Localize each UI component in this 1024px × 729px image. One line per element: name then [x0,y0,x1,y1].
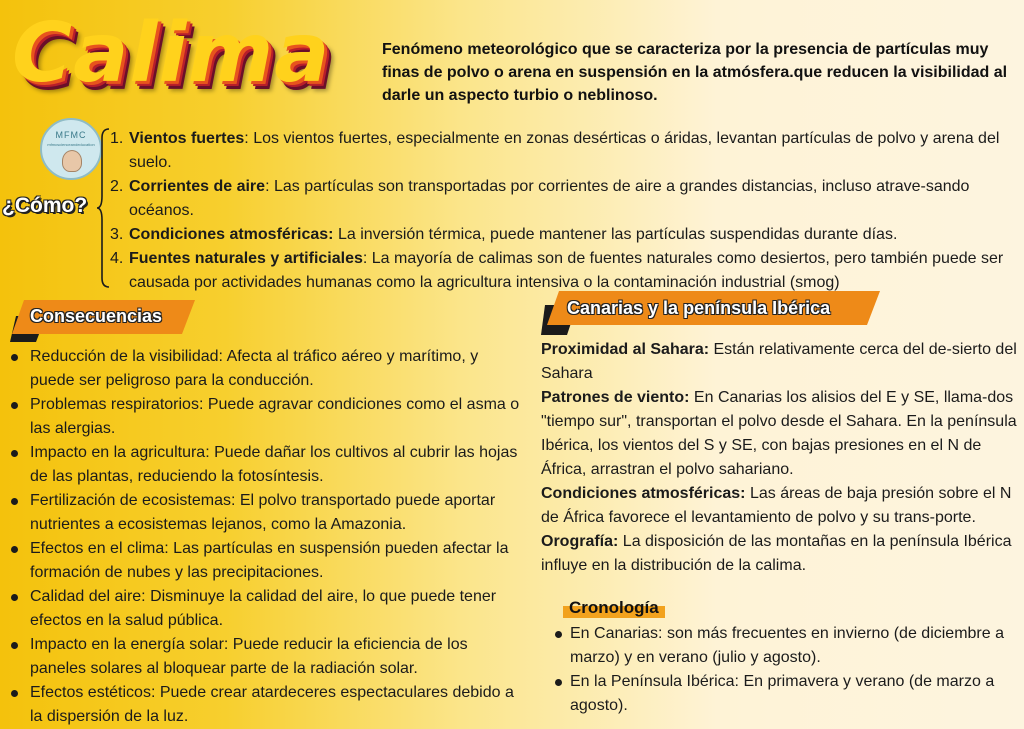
step-number: 3. [110,226,124,243]
cronologia-list [552,622,1012,718]
paragraph-title: Proximidad al Sahara: [541,341,710,358]
list-item: Efectos en el clima: Las partículas en suspensión pueden afectar la formación de nubes y las precipitaciones. [8,537,523,585]
consecuencias-title: Consecuencias [30,306,163,326]
step-title: Vientos fuertes [129,130,245,147]
step-text: : Las partículas son transportadas por corrientes de aire a grandes distancias, incluso atrave-sando océanos. [129,178,970,219]
paragraph-text: Las áreas de baja presión sobre el N de África favorece el levantamiento de polvo y su trans-porte. [541,485,1012,526]
list-item: Efectos estéticos: Puede crear atardeceres espectaculares debido a la dispersión de la luz. [8,681,523,729]
list-item: Impacto en la agricultura: Puede dañar los cultivos al cubrir las hojas de las plantas, reduciendo la fotosíntesis. [8,441,523,489]
curly-brace-icon [96,128,110,288]
list-item: En la Península Ibérica: En primavera y verano (de marzo a agosto). [552,670,1012,718]
list-item: Reducción de la visibilidad: Afecta al tráfico aéreo y marítimo, y puede ser peligroso para la conducción. [8,345,523,393]
list-item: Calidad del aire: Disminuye la calidad del aire, lo que puede tener efectos en la salud pública. [8,585,523,633]
step-text: La inversión térmica, puede mantener las partículas suspendidas durante días. [333,226,898,243]
como-label: ¿Cómo? [2,194,88,217]
canarias-title: Canarias y la península Ibérica [567,298,831,318]
canarias-section [541,338,1019,578]
author-logo [40,118,102,180]
step-number: 2. [110,178,124,195]
logo-subtitle: mfmcscienceandeducation [47,142,95,147]
step-number: 1. [110,130,124,147]
paragraph-title: Condiciones atmosféricas: [541,485,746,502]
intro-definition: Fenómeno meteorológico que se caracteriza por la presencia de partículas muy finas de polvo o arena en suspensión en la atmósfera.que reducen la visibilidad al darle un aspecto turbio o neblinoso. [382,41,1008,104]
consecuencias-list [8,345,523,729]
poster-title: Calima [12,6,331,101]
logo-text: MFMC [55,130,87,140]
list-item: En Canarias: son más frecuentes en invierno (de diciembre a marzo) y en verano (julio y agosto). [552,622,1012,670]
list-item: Impacto en la energía solar: Puede reducir la eficiencia de los paneles solares al bloquear parte de la radiación solar. [8,633,523,681]
step-number: 4. [110,250,124,267]
step-item [110,223,1018,247]
paragraph-text: Están relativamente cerca del de-sierto del Sahara [541,341,1017,382]
step-item [110,247,1018,295]
step-title: Corrientes de aire [129,178,266,195]
step-title: Condiciones atmosféricas: [129,226,334,243]
canarias-paragraph [541,482,1019,530]
step-item [110,175,1018,223]
step-title: Fuentes naturales y artificiales [129,250,363,267]
paragraph-text: En Canarias los alisios del E y SE, llama-dos "tiempo sur", transportan el polvo desde el Sahara. En la península Ibérica, los vientos del S y SE, con bajas presiones en el N de África, arrastran el polvo sahariano. [541,389,1017,478]
list-item: Fertilización de ecosistemas: El polvo transportado puede aportar nutrientes a ecosistemas lejanos, como la Amazonia. [8,489,523,537]
canarias-banner [541,291,880,335]
step-text: : La mayoría de calimas son de fuentes naturales como desiertos, pero también puede ser causada por actividades humanas como la agricultura intensiva o la contaminación industrial (smog) [129,250,1004,291]
paragraph-title: Patrones de viento: [541,389,690,406]
paragraph-text: La disposición de las montañas en la península Ibérica influye en la distribución de la calima. [541,533,1012,574]
consecuencias-banner [10,300,195,342]
como-steps-list [110,127,1018,295]
step-text: : Los vientos fuertes, especialmente en zonas desérticas o áridas, levantan partículas de polvo y arena del suelo. [129,130,1000,171]
canarias-paragraph [541,530,1019,578]
avatar-icon [62,150,82,172]
step-item [110,127,1018,175]
canarias-paragraph [541,386,1019,482]
paragraph-title: Orografía: [541,533,619,550]
list-item: Problemas respiratorios: Puede agravar condiciones como el asma o las alergias. [8,393,523,441]
cronologia-title: Cronología [563,597,665,620]
canarias-paragraph [541,338,1019,386]
